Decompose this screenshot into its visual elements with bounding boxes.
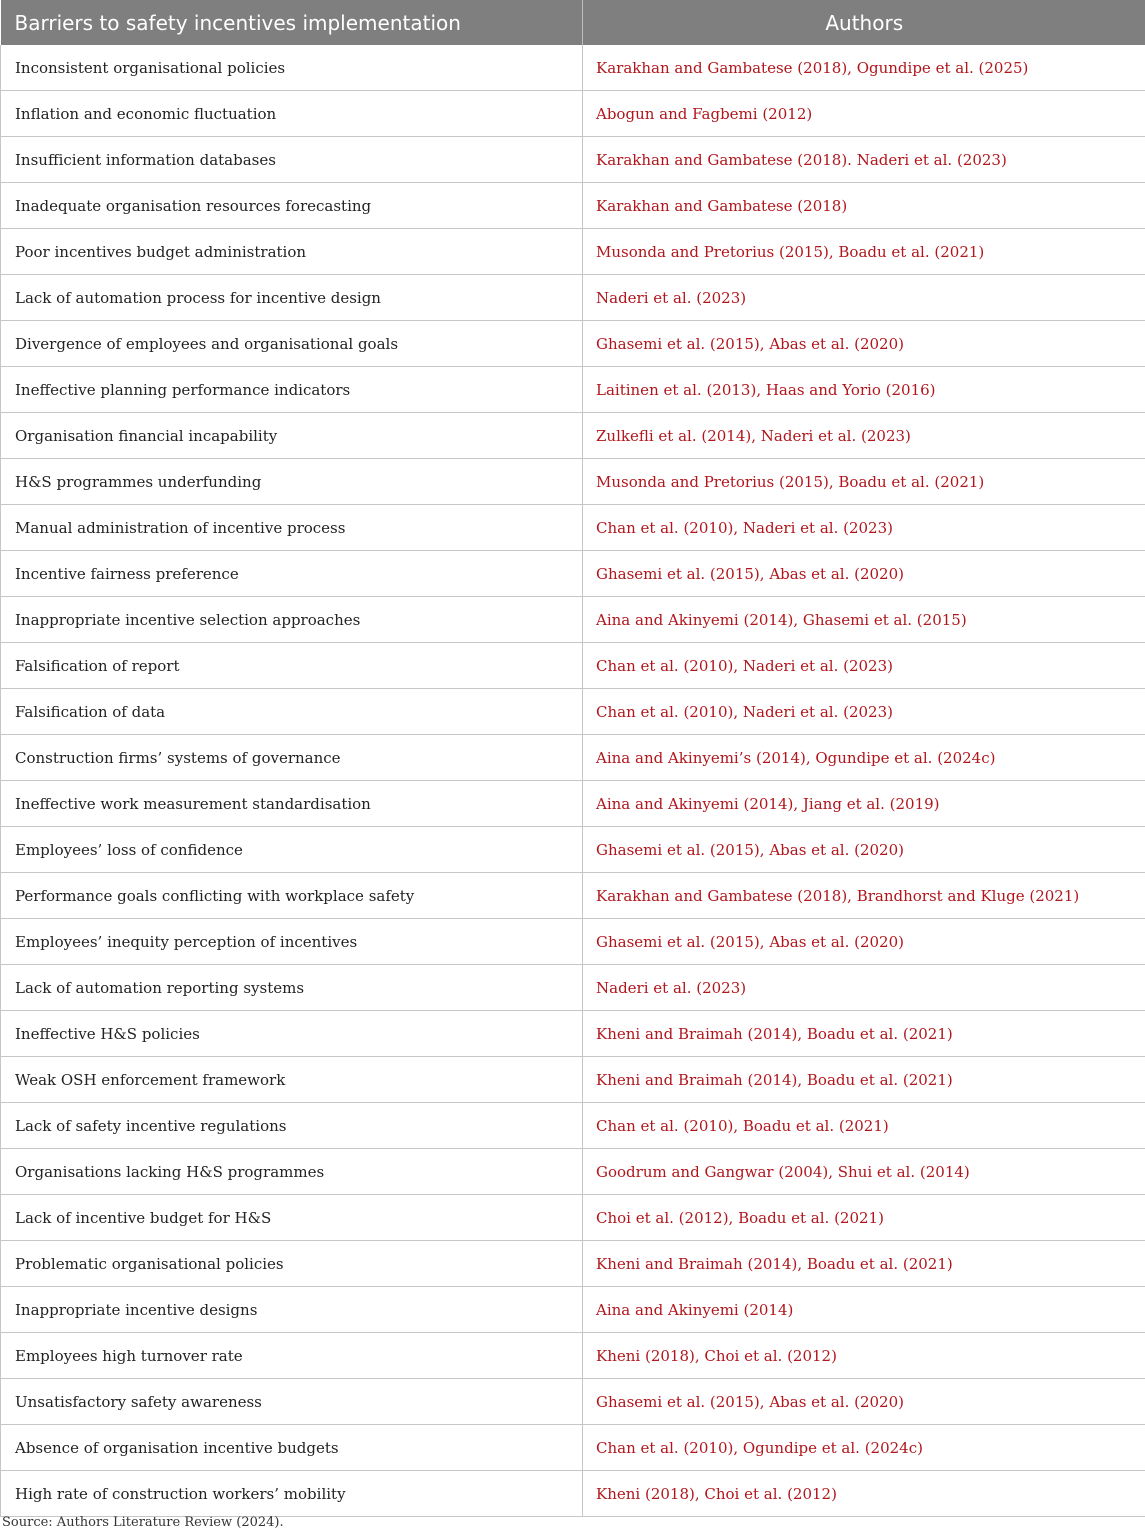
barrier-cell: Inflation and economic fluctuation <box>1 91 583 137</box>
authors-cell[interactable]: Kheni and Braimah (2014), Boadu et al. (2021) <box>583 1011 1145 1057</box>
authors-cell[interactable]: Naderi et al. (2023) <box>583 965 1145 1011</box>
barrier-cell: High rate of construction workers’ mobility <box>1 1471 583 1517</box>
authors-cell[interactable]: Laitinen et al. (2013), Haas and Yorio (2016) <box>583 367 1145 413</box>
table-row <box>1 781 1145 827</box>
table-row <box>1 1057 1145 1103</box>
authors-cell[interactable]: Karakhan and Gambatese (2018). Naderi et al. (2023) <box>583 137 1145 183</box>
authors-cell[interactable]: Kheni (2018), Choi et al. (2012) <box>583 1471 1145 1517</box>
barrier-cell: Lack of incentive budget for H&S <box>1 1195 583 1241</box>
authors-cell[interactable]: Karakhan and Gambatese (2018), Ogundipe et al. (2025) <box>583 45 1145 91</box>
table-row <box>1 873 1145 919</box>
barrier-cell: Falsification of data <box>1 689 583 735</box>
table-row <box>1 689 1145 735</box>
barrier-cell: Inadequate organisation resources forecasting <box>1 183 583 229</box>
table-row <box>1 643 1145 689</box>
barrier-cell: Employees’ inequity perception of incentives <box>1 919 583 965</box>
authors-cell[interactable]: Naderi et al. (2023) <box>583 275 1145 321</box>
table-row <box>1 551 1145 597</box>
table-row <box>1 229 1145 275</box>
authors-cell[interactable]: Ghasemi et al. (2015), Abas et al. (2020) <box>583 321 1145 367</box>
barrier-cell: Ineffective planning performance indicators <box>1 367 583 413</box>
authors-cell[interactable]: Zulkefli et al. (2014), Naderi et al. (2023) <box>583 413 1145 459</box>
table-row <box>1 1011 1145 1057</box>
table-row <box>1 413 1145 459</box>
barrier-cell: Performance goals conflicting with workplace safety <box>1 873 583 919</box>
barrier-cell: Weak OSH enforcement framework <box>1 1057 583 1103</box>
table-header <box>1 0 1145 45</box>
table-body <box>1 45 1145 1517</box>
table-row <box>1 965 1145 1011</box>
authors-cell[interactable]: Karakhan and Gambatese (2018) <box>583 183 1145 229</box>
barrier-cell: Organisation financial incapability <box>1 413 583 459</box>
authors-cell[interactable]: Choi et al. (2012), Boadu et al. (2021) <box>583 1195 1145 1241</box>
barrier-cell: Lack of safety incentive regulations <box>1 1103 583 1149</box>
barrier-cell: Lack of automation process for incentive design <box>1 275 583 321</box>
barrier-cell: Divergence of employees and organisational goals <box>1 321 583 367</box>
barrier-cell: Organisations lacking H&S programmes <box>1 1149 583 1195</box>
authors-cell[interactable]: Karakhan and Gambatese (2018), Brandhorst and Kluge (2021) <box>583 873 1145 919</box>
barrier-cell: Unsatisfactory safety awareness <box>1 1379 583 1425</box>
table-row <box>1 1241 1145 1287</box>
authors-cell[interactable]: Chan et al. (2010), Naderi et al. (2023) <box>583 505 1145 551</box>
table-row <box>1 1425 1145 1471</box>
table-row <box>1 1195 1145 1241</box>
barrier-cell: Ineffective work measurement standardisation <box>1 781 583 827</box>
barrier-cell: Lack of automation reporting systems <box>1 965 583 1011</box>
barrier-cell: Poor incentives budget administration <box>1 229 583 275</box>
barrier-cell: Falsification of report <box>1 643 583 689</box>
table-row <box>1 1379 1145 1425</box>
barrier-cell: H&S programmes underfunding <box>1 459 583 505</box>
table-row <box>1 735 1145 781</box>
table-row <box>1 183 1145 229</box>
table-row <box>1 367 1145 413</box>
authors-cell[interactable]: Chan et al. (2010), Boadu et al. (2021) <box>583 1103 1145 1149</box>
table-row <box>1 827 1145 873</box>
authors-cell[interactable]: Aina and Akinyemi (2014), Ghasemi et al. (2015) <box>583 597 1145 643</box>
authors-cell[interactable]: Chan et al. (2010), Naderi et al. (2023) <box>583 643 1145 689</box>
authors-cell[interactable]: Ghasemi et al. (2015), Abas et al. (2020) <box>583 1379 1145 1425</box>
table-row <box>1 91 1145 137</box>
authors-cell[interactable]: Ghasemi et al. (2015), Abas et al. (2020) <box>583 827 1145 873</box>
authors-cell[interactable]: Goodrum and Gangwar (2004), Shui et al. (2014) <box>583 1149 1145 1195</box>
authors-cell[interactable]: Chan et al. (2010), Ogundipe et al. (2024c) <box>583 1425 1145 1471</box>
table-row <box>1 919 1145 965</box>
header-barriers: Barriers to safety incentives implementation <box>1 0 583 45</box>
table-row <box>1 137 1145 183</box>
barrier-cell: Absence of organisation incentive budgets <box>1 1425 583 1471</box>
source-note: Source: Authors Literature Review (2024). <box>2 1515 284 1530</box>
table-row <box>1 1471 1145 1517</box>
authors-cell[interactable]: Musonda and Pretorius (2015), Boadu et al. (2021) <box>583 229 1145 275</box>
table-row <box>1 1103 1145 1149</box>
authors-cell[interactable]: Kheni (2018), Choi et al. (2012) <box>583 1333 1145 1379</box>
table-row <box>1 321 1145 367</box>
table-row <box>1 45 1145 91</box>
table-row <box>1 459 1145 505</box>
authors-cell[interactable]: Musonda and Pretorius (2015), Boadu et al. (2021) <box>583 459 1145 505</box>
authors-cell[interactable]: Kheni and Braimah (2014), Boadu et al. (2021) <box>583 1057 1145 1103</box>
table-row <box>1 1333 1145 1379</box>
authors-cell[interactable]: Aina and Akinyemi (2014), Jiang et al. (2019) <box>583 781 1145 827</box>
header-authors: Authors <box>583 0 1145 45</box>
barrier-cell: Inconsistent organisational policies <box>1 45 583 91</box>
barrier-cell: Inappropriate incentive designs <box>1 1287 583 1333</box>
authors-cell[interactable]: Abogun and Fagbemi (2012) <box>583 91 1145 137</box>
barrier-cell: Incentive fairness preference <box>1 551 583 597</box>
table-row <box>1 275 1145 321</box>
authors-cell[interactable]: Chan et al. (2010), Naderi et al. (2023) <box>583 689 1145 735</box>
barrier-cell: Construction firms’ systems of governance <box>1 735 583 781</box>
authors-cell[interactable]: Kheni and Braimah (2014), Boadu et al. (2021) <box>583 1241 1145 1287</box>
barrier-cell: Insufficient information databases <box>1 137 583 183</box>
barrier-cell: Inappropriate incentive selection approaches <box>1 597 583 643</box>
barrier-cell: Problematic organisational policies <box>1 1241 583 1287</box>
barrier-cell: Employees high turnover rate <box>1 1333 583 1379</box>
authors-cell[interactable]: Ghasemi et al. (2015), Abas et al. (2020) <box>583 919 1145 965</box>
table-row <box>1 505 1145 551</box>
barrier-cell: Employees’ loss of confidence <box>1 827 583 873</box>
barrier-cell: Ineffective H&S policies <box>1 1011 583 1057</box>
table-row <box>1 1287 1145 1333</box>
authors-cell[interactable]: Aina and Akinyemi (2014) <box>583 1287 1145 1333</box>
table-row <box>1 1149 1145 1195</box>
barrier-cell: Manual administration of incentive process <box>1 505 583 551</box>
authors-cell[interactable]: Aina and Akinyemi’s (2014), Ogundipe et al. (2024c) <box>583 735 1145 781</box>
authors-cell[interactable]: Ghasemi et al. (2015), Abas et al. (2020) <box>583 551 1145 597</box>
header-row <box>1 0 1145 45</box>
table-row <box>1 597 1145 643</box>
